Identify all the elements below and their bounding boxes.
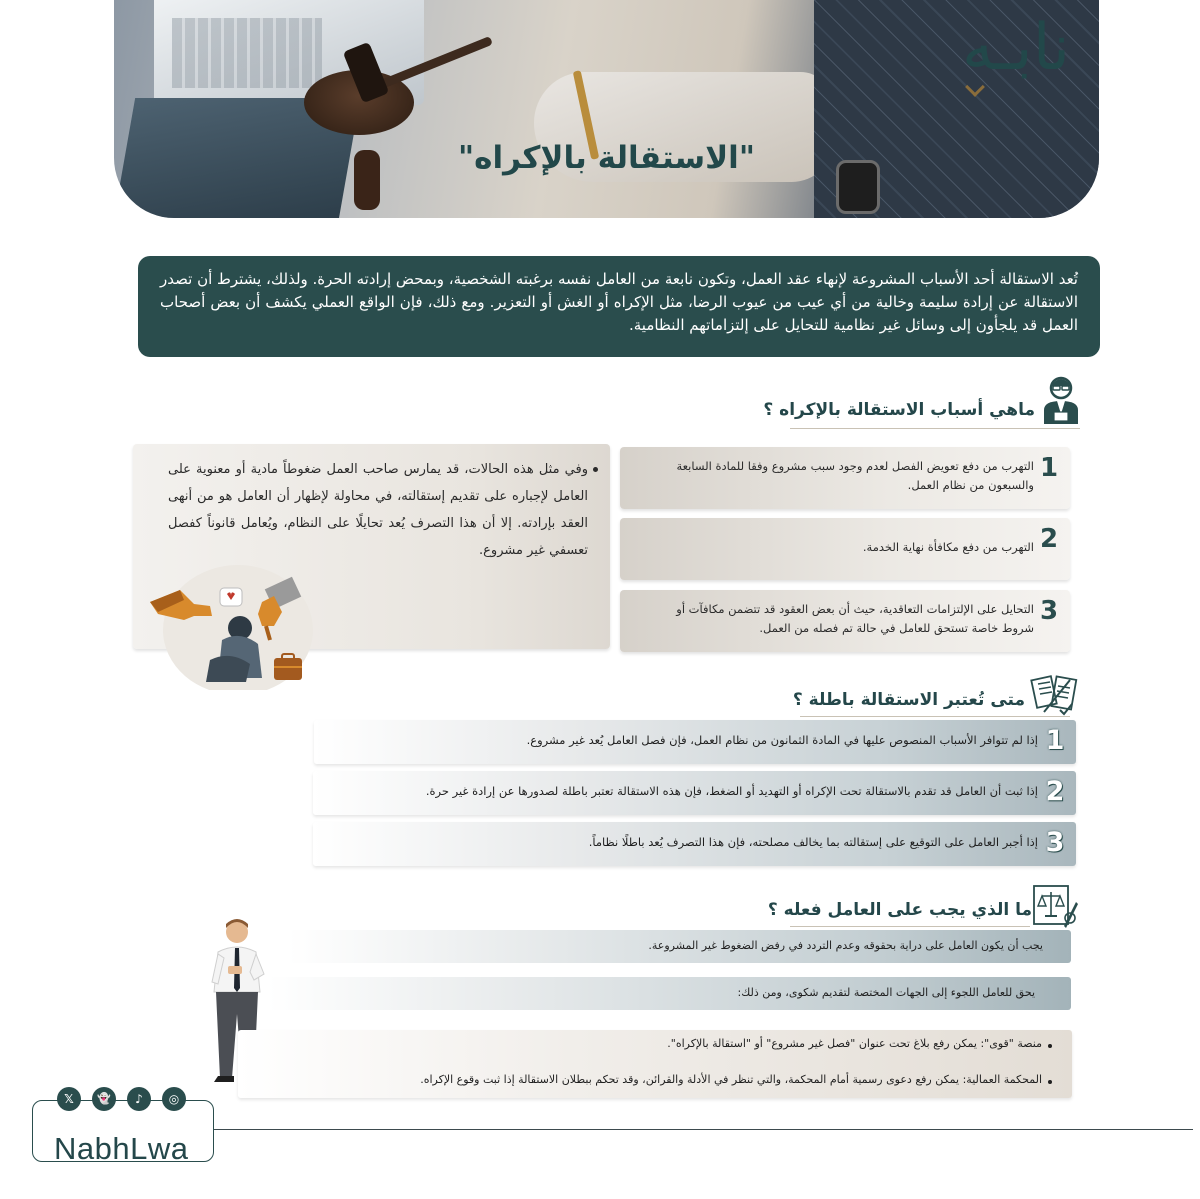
documents-icon: [1030, 672, 1078, 718]
heading-divider: [800, 716, 1070, 717]
reason-number: 2: [1039, 524, 1059, 554]
footer-divider: [213, 1129, 1193, 1130]
reasons-heading: ماهي أسباب الاستقالة بالإكراه ؟: [763, 400, 1035, 420]
reason-number: 1: [1039, 453, 1059, 483]
laptop-keyboard: [172, 18, 322, 88]
condition-card: [314, 720, 1076, 764]
hero-banner: [114, 0, 1099, 218]
bullet-icon: [1048, 1080, 1052, 1084]
complaint-channels-card: [238, 1030, 1072, 1098]
law-scales-icon: [1030, 882, 1080, 928]
bullet-icon: [593, 467, 598, 472]
reason-number: 3: [1039, 596, 1059, 626]
reason-text: التحايل على الإلتزامات التعاقدية، حيث أن بعض العقود قد تتضمن مكافآت أو شروط خاصة تستحق للعامل في حالة تم فصله من العمل.: [676, 602, 1034, 635]
reason-card: [620, 447, 1070, 509]
condition-number: 2: [1045, 776, 1065, 807]
condition-card: [313, 771, 1076, 815]
duty-text: يحق للعامل اللجوء إلى الجهات المختصة لتقديم شكوى، ومن ذلك:: [737, 986, 1035, 999]
tiktok-icon[interactable]: ♪: [127, 1087, 151, 1111]
condition-text: إذا ثبت أن العامل قد تقدم بالاستقالة تحت الإكراه أو التهديد أو الضغط، فإن هذه الاستقالة تعتبر باطلة لصدورها عن إرادة غير حرة.: [425, 784, 1038, 798]
condition-number: 1: [1045, 725, 1065, 756]
snapchat-icon[interactable]: 👻: [92, 1087, 116, 1111]
duty-card: [288, 930, 1071, 963]
condition-text: إذا لم تتوافر الأسباب المنصوص عليها في المادة الثمانون من نظام العمل، فإن فصل العامل يُعد غير مشروع.: [526, 733, 1038, 747]
pressured-worker-illustration: [150, 560, 325, 690]
bullet-icon: [1048, 1044, 1052, 1048]
heading-divider: [790, 428, 1080, 429]
heading-divider: [790, 926, 1030, 927]
instagram-icon[interactable]: ◎: [162, 1087, 186, 1111]
duty-card: [268, 977, 1071, 1010]
x-icon[interactable]: 𝕏: [57, 1087, 81, 1111]
lawyer-icon: [1040, 374, 1082, 426]
condition-card: [313, 822, 1076, 866]
channel-qiwa: منصة "قوى": يمكن رفع بلاغ تحت عنوان "فصل غير مشروع" أو "استقالة بالإكراه".: [667, 1037, 1042, 1050]
invalid-heading: متى تُعتبر الاستقالة باطلة ؟: [792, 690, 1025, 710]
page-title: "الاستقالة بالإكراه": [458, 140, 755, 176]
explanation-text: وفي مثل هذه الحالات، قد يمارس صاحب العمل ضغوطاً مادية أو معنوية على العامل لإجباره على تقديم إستقالته، في محاولة لإظهار أن العامل هو من أنهى العقد بإرادته. إلا أن هذا التصرف يُعد تحايلًا على النظام، ويُعامل قانوناً كفصل تعسفي غير مشروع.: [168, 462, 588, 558]
condition-text: إذا أجبر العامل على التوقيع على إستقالته بما يخالف مصلحته، فإن هذا التصرف يُعد باطلًا نظاماً.: [588, 835, 1038, 849]
brand-name: NabhLwa: [54, 1131, 189, 1166]
channel-labor-court: المحكمة العمالية: يمكن رفع دعوى رسمية أمام المحكمة، والتي تنظر في الأدلة والقرائن، وقد تحكم ببطلان الاستقالة إذا ثبت وقوع الإكراه.: [420, 1073, 1042, 1086]
intro-box: تُعد الاستقالة أحد الأسباب المشروعة لإنهاء عقد العمل، وتكون نابعة من العامل نفسه برغبته الشخصية، وبمحض إرادته الحرة. ولذلك، يشترط أن تصدر الاستقالة عن إرادة سليمة وخالية من أي عيب من عيوب الرضا، مثل الإكراه أو الغش أو التعزير. ومع ذلك، فإن الواقع العملي يكشف أن بعض أصحاب العمل قد يلجأون إلى وسائل غير نظامية للتحايل على إلتزاماتهم النظامية.: [138, 256, 1100, 357]
reason-card: [620, 590, 1070, 652]
reason-card: [620, 518, 1070, 580]
duty-text: يجب أن يكون العامل على دراية بحقوقه وعدم التردد في رفض الضغوط غير المشروعة.: [648, 939, 1043, 952]
duties-heading: ما الذي يجب على العامل فعله ؟: [767, 900, 1032, 920]
reason-text: التهرب من دفع مكافأة نهاية الخدمة.: [862, 540, 1034, 554]
condition-number: 3: [1045, 827, 1065, 858]
reason-text: التهرب من دفع تعويض الفصل لعدم وجود سبب مشروع وفقا للمادة السابعة والسبعون من نظام العمل.: [676, 459, 1034, 492]
brand-logo: نابـه: [961, 11, 1070, 85]
